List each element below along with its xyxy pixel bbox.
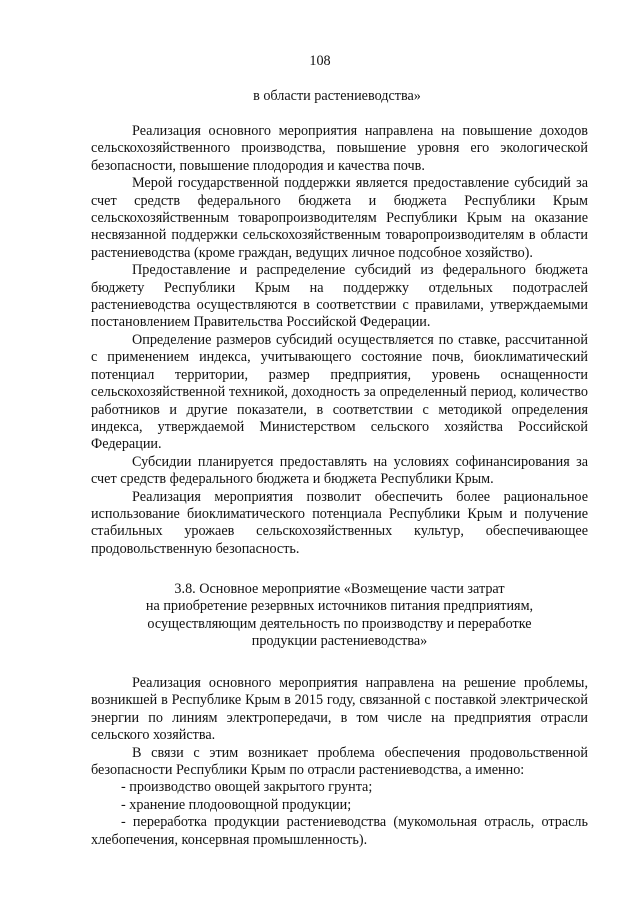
- body-block-1: [91, 123, 588, 558]
- paragraph: Реализация мероприятия позволит обеспечить более рациональное использование биоклиматического потенциала Республики Крым и получение стабильных урожаев сельскохозяйственных культур, обеспечивающее продовольственную безопасность.: [91, 488, 588, 557]
- section-heading: [91, 581, 588, 651]
- paragraph: Определение размеров субсидий осуществляется по ставке, рассчитанной с применением индекса, учитывающего состояние почв, биоклиматический потенциал территории, размер предприятия, уровень оснащенности сельскохозяйственной техникой, доходность за определенный период, количество работников и другие показатели, в соответствии с методикой определения индекса, утверждаемой Министерством сельского хозяйства Российской Федерации.: [91, 331, 588, 453]
- list-item: - производство овощей закрытого грунта;: [121, 779, 373, 796]
- list-item: - переработка продукции растениеводства (мукомольная отрасль, отрасль хлебопечения, консервная промышленность).: [91, 814, 588, 848]
- paragraph: В связи с этим возникает проблема обеспечения продовольственной безопасности Республики Крым по отрасли растениеводства, а именно:: [91, 744, 588, 779]
- paragraph: Реализация основного мероприятия направлена на решение проблемы, возникшей в Республике Крым в 2015 году, связанной с поставкой электрической энергии по линиям электропередачи, в том числе на предприятия отрасли сельского хозяйства.: [91, 675, 588, 744]
- page-number: 108: [309, 53, 331, 69]
- list-item: - хранение плодоовощной продукции;: [121, 796, 352, 813]
- body-block-2: [91, 675, 588, 849]
- paragraph: Субсидии планируется предоставлять на условиях софинансирования за счет средств федерального бюджета и бюджета Республики Крым.: [91, 453, 588, 488]
- paragraph: Мерой государственной поддержки является предоставление субсидий за счет средств федерального бюджета и бюджета Республики Крым сельскохозяйственным товаропроизводителям Республики Крым на оказание несвязанной поддержки сельскохозяйственным товаропроизводителям в области растениеводства (кроме граждан, ведущих личное подсобное хозяйство).: [91, 175, 588, 261]
- section-heading-line: продукции растениеводства»: [251, 633, 428, 650]
- paragraph: Предоставление и распределение субсидий из федерального бюджета бюджету Республики Крым на поддержку отдельных подотраслей растениеводства осуществляются в соответствии с правилами, утверждаемыми постановлением Правительства Российской Федерации.: [91, 262, 588, 331]
- paragraph: Реализация основного мероприятия направлена на повышение доходов сельскохозяйственного производства, повышение уровня его экологической безопасности, повышение плодородия и качества почв.: [91, 123, 588, 174]
- section-heading-line: 3.8. Основное мероприятие «Возмещение части затрат: [174, 581, 505, 597]
- section-heading-line: на приобретение резервных источников питания предприятиям,: [145, 598, 534, 615]
- section-heading-line: осуществляющим деятельность по производству и переработке: [147, 615, 532, 632]
- section-caption-end: в области растениеводства»: [253, 88, 421, 104]
